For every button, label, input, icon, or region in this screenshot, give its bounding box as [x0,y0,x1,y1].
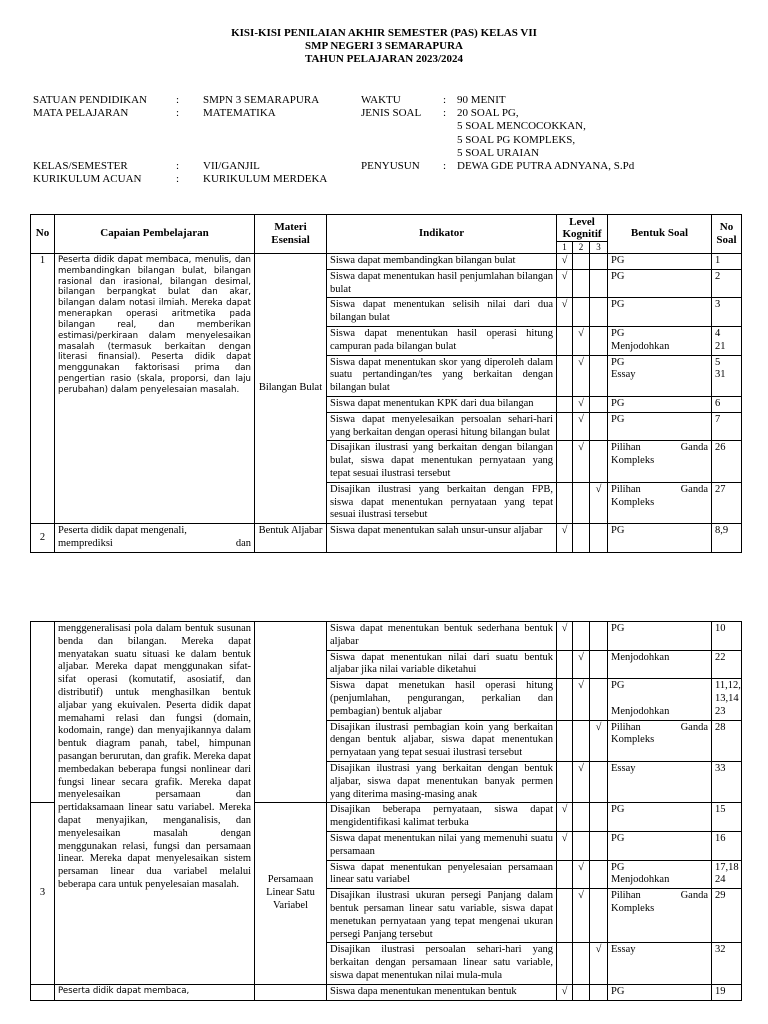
bentuk-soal: PG [611,985,625,997]
check-mark: √ [561,525,568,537]
level-3-cell [590,269,608,298]
no-soal-cell [712,984,742,1000]
no-soal-cell [712,412,742,441]
no-soal-cell [712,831,742,860]
level-3-cell [590,720,608,761]
kelas-value: VII/GANJIL [203,160,260,172]
level-2-cell [573,943,590,984]
bentuk-soal: PG [611,680,625,692]
level-1-cell [557,761,573,802]
capaian-pembelajaran [55,524,255,553]
no-soal: 26 [715,442,726,454]
indikator: Siswa dapat menentukan skor yang diperoleh dalam suatu pertandingan/tes yang berkaitan dengan bilangan bulat [327,355,557,396]
indikator: Siswa dapat menentukan KPK dari dua bilangan [327,396,557,412]
bentuk-soal-cell [608,803,712,832]
header-level-3: 3 [590,242,608,254]
no-soal-cell [712,622,742,651]
no-soal-cell [712,482,742,523]
indikator: Disajikan ilustrasi pembagian koin yang berkaitan dengan bentuk aljabar, siswa dapat menentukan pernyataan yang tepat sesuai ilustrasi tersebut [327,720,557,761]
check-mark: √ [561,623,568,634]
bentuk-soal-cell [608,355,712,396]
bentuk-soal-cell [608,720,712,761]
level-3-cell [590,524,608,553]
bentuk-soal-cell [608,889,712,943]
level-3-cell [590,298,608,327]
level-2-cell [573,254,590,270]
check-mark: √ [578,413,584,425]
no-soal: 19 [715,985,726,997]
level-1-cell [557,943,573,984]
bentuk-soal-cell [608,761,712,802]
level-3-cell [590,860,608,889]
bentuk-soal-cell [608,524,712,553]
level-2-cell [573,396,590,412]
level-1-cell [557,269,573,298]
no-soal: 15 [715,804,726,816]
bentuk-soal-text: Pilihan Ganda Kompleks [611,890,708,914]
colon: : [176,173,180,185]
no-soal: 10 [715,623,726,634]
no-soal: 33 [715,762,726,774]
capaian-line: Peserta didik dapat mengenali, [58,525,187,537]
bentuk-soal-cell [608,943,712,984]
bentuk-soal: PG [611,832,625,844]
waktu-value: 90 MENIT [457,94,506,106]
bentuk-soal-cell [608,679,712,720]
level-2-cell [573,889,590,943]
colon: : [176,107,180,119]
no-soal: 17,18 [715,861,739,873]
bentuk-soal: PG [611,861,625,873]
bentuk-soal: Menjodohkan [611,340,670,352]
mapel-value: MATEMATIKA [203,107,276,119]
no-soal-cell [712,269,742,298]
bentuk-soal-text: Pilihan Ganda Kompleks [611,483,708,508]
doc-title-line1: KISI-KISI PENILAIAN AKHIR SEMESTER (PAS) KELAS VII [231,27,537,39]
colon: : [443,160,447,172]
no-soal: 28 [715,721,726,733]
penyusun-label: PENYUSUN [361,160,420,172]
level-1-cell [557,831,573,860]
indikator: Siswa dapat menentukan penyelesaian persamaan linear satu variabel [327,860,557,889]
level-3-cell [590,831,608,860]
waktu-label: WAKTU [361,94,401,106]
bentuk-soal-cell [608,441,712,482]
penyusun-value: DEWA GDE PUTRA ADNYANA, S.Pd [457,160,635,172]
no-soal-cell [712,943,742,984]
no-soal-cell [712,396,742,412]
level-3-cell [590,943,608,984]
level-3-cell [590,412,608,441]
indikator: Siswa dapat menentukan nilai dari suatu bentuk aljabar jika nilai variable diketahui [327,650,557,679]
check-mark: √ [561,832,568,844]
level-1-cell [557,298,573,327]
bentuk-soal: PG [611,270,625,282]
colon: : [443,94,447,106]
header-indikator: Indikator [327,215,557,254]
level-2-cell [573,355,590,396]
bentuk-soal: Essay [611,944,636,956]
row-number [31,622,55,803]
level-2-cell [573,298,590,327]
kelas-label: KELAS/SEMESTER [33,160,128,172]
level-1-cell [557,889,573,943]
level-3-cell [590,984,608,1000]
check-mark: √ [561,985,568,997]
bentuk-soal-cell [608,831,712,860]
check-mark: √ [578,327,584,339]
indikator: Siswa dapat membandingkan bilangan bulat [327,254,557,270]
level-2-cell [573,679,590,720]
no-soal: 16 [715,832,726,844]
check-mark: √ [561,804,568,816]
mapel-label: MATA PELAJARAN [33,107,129,119]
level-1-cell [557,860,573,889]
header-level-1: 1 [557,242,573,254]
header-materi: Materi Esensial [255,215,327,254]
no-soal: 31 [715,369,726,381]
row-number: 2 [31,524,55,553]
check-mark: √ [578,890,584,902]
bentuk-soal [611,693,708,706]
row-number: 3 [31,803,55,984]
level-1-cell [557,622,573,651]
bentuk-soal-cell [608,254,712,270]
bentuk-soal: Menjodohkan [611,651,670,663]
level-2-cell [573,831,590,860]
level-1-cell [557,254,573,270]
level-2-cell [573,622,590,651]
bentuk-soal-cell [608,860,712,889]
materi-esensial [255,984,327,1000]
no-soal-cell [712,298,742,327]
indikator: Disajikan ilustrasi yang berkaitan dengan bilangan bulat, siswa dapat menentukan pernyataan yang tepat sesuai ilustrasi tersebut [327,441,557,482]
bentuk-soal: Menjodohkan [611,874,670,886]
bentuk-soal-cell [608,650,712,679]
level-3-cell [590,254,608,270]
no-soal: 2 [715,270,721,282]
kurikulum-label: KURIKULUM ACUAN [33,173,142,185]
level-3-cell [590,679,608,720]
indikator: Siswa dapat menetukan hasil operasi hitung (penjumlahan, pengurangan, perkalian dan pembagian) bentuk aljabar [327,679,557,720]
no-soal-cell [712,720,742,761]
bentuk-soal-cell [608,482,712,523]
satuan-label: SATUAN PENDIDIKAN [33,94,147,106]
header-no: No [31,215,55,254]
bentuk-soal-cell [608,269,712,298]
no-soal-cell [712,326,742,355]
level-3-cell [590,622,608,651]
level-2-cell [573,984,590,1000]
bentuk-soal: Essay [611,762,636,774]
capaian-word: memprediksi [58,537,113,549]
jenis-soal-value: 5 SOAL MENCOCOKKAN, [457,120,586,132]
bentuk-soal-cell [608,326,712,355]
doc-title-line3: TAHUN PELAJARAN 2023/2024 [304,53,464,65]
table-row [31,622,742,651]
check-mark: √ [561,299,568,311]
bentuk-soal: PG [611,413,625,425]
row-number: 1 [31,254,55,524]
doc-title-line2: SMP NEGERI 3 SEMARAPURA [305,40,463,52]
level-1-cell [557,396,573,412]
check-mark: √ [561,270,568,282]
materi-esensial: Bentuk Aljabar [255,524,327,553]
indikator: Siswa dapat menentukan salah unsur-unsur aljabar [327,524,557,553]
check-mark: √ [578,762,584,774]
level-3-cell [590,889,608,943]
level-3-cell [590,803,608,832]
jenis-soal-label: JENIS SOAL [361,107,422,119]
bentuk-soal [611,442,708,468]
bentuk-soal: Essay [611,369,636,381]
bentuk-soal-cell [608,298,712,327]
no-soal-cell [712,860,742,889]
no-soal-cell [712,803,742,832]
bentuk-soal: PG [611,397,625,409]
materi-esensial: Persamaan Linear Satu Variabel [255,803,327,984]
check-mark: √ [561,255,568,266]
bentuk-soal: PG [611,327,625,339]
check-mark: √ [578,442,584,454]
materi-esensial: Bilangan Bulat [255,254,327,524]
kisi-table-page2 [30,621,742,1001]
capaian-line [58,538,251,551]
no-soal: 27 [715,483,726,495]
bentuk-soal: PG [611,525,625,537]
bentuk-soal-text: Pilihan Ganda Kompleks [611,721,708,746]
header-level-2: 2 [573,242,590,254]
level-1-cell [557,524,573,553]
no-soal: 1 [715,255,721,266]
header-capaian: Capaian Pembelajaran [55,215,255,254]
indikator: Disajikan ilustrasi persoalan sehari-hari yang berkaitan dengan persamaan linear satu variable, siswa dapat menentukan nilai mula-mula [327,943,557,984]
kurikulum-value: KURIKULUM MERDEKA [203,173,328,185]
materi-esensial [255,622,327,803]
jenis-soal-value: 5 SOAL URAIAN [457,147,540,159]
capaian-pembelajaran: Peserta didik dapat membaca, [55,984,255,1000]
bentuk-soal [611,722,708,748]
level-1-cell [557,650,573,679]
no-soal: 4 [715,327,721,339]
no-soal-cell [712,355,742,396]
table-row [31,254,742,270]
level-2-cell [573,720,590,761]
jenis-soal-value: 20 SOAL PG, [457,107,519,119]
level-3-cell [590,482,608,523]
bentuk-soal: PG [611,255,625,266]
check-mark: √ [595,944,602,956]
level-3-cell [590,355,608,396]
level-1-cell [557,720,573,761]
level-1-cell [557,984,573,1000]
row-number [31,984,55,1000]
bentuk-soal: PG [611,623,625,634]
no-soal-cell [712,650,742,679]
indikator: Disajikan ilustrasi yang berkaitan dengan bentuk aljabar, siswa dapat menentukan banyak permen yang diterima masing-masing anak [327,761,557,802]
no-soal: 29 [715,890,726,902]
no-soal-cell [712,524,742,553]
no-soal: 3 [715,299,721,311]
no-soal: 23 [715,705,726,717]
header-nosoal: No Soal [712,215,742,254]
level-1-cell [557,326,573,355]
check-mark: √ [578,356,584,368]
satuan-value: SMPN 3 SEMARAPURA [203,94,320,106]
level-2-cell [573,441,590,482]
level-2-cell [573,803,590,832]
level-2-cell [573,482,590,523]
no-soal: 5 [715,356,721,368]
bentuk-soal [611,484,708,510]
level-2-cell [573,761,590,802]
indikator: Siswa dapat menyelesaikan persoalan sehari-hari yang berkaitan dengan operasi hitung bilangan bulat [327,412,557,441]
indikator: Siswa dapa menentukan menentukan bentuk [327,984,557,1000]
bentuk-soal-cell [608,412,712,441]
kisi-table-page1 [30,214,742,553]
no-soal: 8,9 [715,525,729,537]
header-bentuk: Bentuk Soal [608,215,712,254]
check-mark: √ [595,721,602,733]
bentuk-soal: PG [611,804,625,816]
no-soal: 6 [715,397,721,409]
check-mark: √ [578,397,584,409]
check-mark: √ [578,680,584,692]
colon: : [176,160,180,172]
check-mark: √ [595,483,602,495]
bentuk-soal-cell [608,622,712,651]
level-2-cell [573,412,590,441]
level-3-cell [590,441,608,482]
colon: : [176,94,180,106]
bentuk-soal-cell [608,984,712,1000]
indikator: Disajikan ilustrasi ukuran persegi Panjang dalam bentuk persaman linear satu variable, siswa dapat menetukan pernyataan yang tepat mengenai ukuran persegi Panjang tersebut [327,889,557,943]
check-mark: √ [578,861,584,873]
no-soal-cell [712,254,742,270]
level-3-cell [590,396,608,412]
indikator: Disajikan beberapa pernyataan, siswa dapat mengidentifikasi kalimat terbuka [327,803,557,832]
indikator: Siswa dapat menentukan nilai yang memenuhi suatu persamaan [327,831,557,860]
no-soal: 13,14 [715,692,739,704]
level-3-cell [590,761,608,802]
no-soal-cell [712,889,742,943]
capaian-word: dan [235,537,251,549]
table-row [31,524,742,553]
bentuk-soal: PG [611,299,625,311]
level-3-cell [590,326,608,355]
bentuk-soal: Menjodohkan [611,705,670,717]
no-soal-cell [712,679,742,720]
no-soal-cell [712,761,742,802]
table-row [31,984,742,1000]
no-soal: 21 [715,340,726,352]
level-1-cell [557,679,573,720]
no-soal: 32 [715,944,726,956]
indikator: Disajikan ilustrasi yang berkaitan dengan FPB, siswa dapat menentukan pernyataan yang tepat sesuai ilustrasi tersebut [327,482,557,523]
indikator: Siswa dapat menentukan hasil operasi hitung campuran pada bilangan bulat [327,326,557,355]
bentuk-soal [611,890,708,916]
check-mark: √ [578,651,584,663]
jenis-soal-value: 5 SOAL PG KOMPLEKS, [457,134,576,146]
level-1-cell [557,355,573,396]
level-1-cell [557,441,573,482]
no-soal: 11,12, [715,680,741,692]
no-soal: 24 [715,874,726,886]
indikator: Siswa dapat menentukan selisih nilai dari dua bilangan bulat [327,298,557,327]
level-1-cell [557,803,573,832]
level-2-cell [573,650,590,679]
bentuk-soal: PG [611,356,625,368]
header-level: Level Kognitif [557,215,608,242]
level-2-cell [573,269,590,298]
indikator: Siswa dapat menentukan hasil penjumlahan bilangan bulat [327,269,557,298]
level-1-cell [557,412,573,441]
level-1-cell [557,482,573,523]
capaian-pembelajaran: menggeneralisasi pola dalam bentuk susunan benda dan bilangan. Mereka dapat menyatakan suatu situasi ke dalam bentuk aljabar. Mereka dapat menggunakan sifat-sifat operasi (komutatif, asosiatif, dan distributif) untuk menghasilkan bentuk aljabar yang ekuivalen. Peserta didik dapat memahami relasi dan fungsi (domain, kodomain, range) dan menyajikannya dalam bentuk diagram panah, tabel, himpunan pasangan berurutan, dan grafik. Mereka dapat membedakan beberapa fungsi nonlinear dari fungsi linear secara grafik. Mereka dapat menyelesaikan persamaan dan pertidaksamaan linear satu variabel. Mereka dapat menyajikan, menganalisis, dan menyelesaikan masalah dengan menggunakan relasi, fungsi dan persamaan linear. Mereka dapat menyelesaikan sistem persaman linear dua variabel melalui beberapa cara untuk penyelesaian masalah. [55,622,255,985]
colon: : [443,107,447,119]
indikator: Siswa dapat menentukan bentuk sederhana bentuk aljabar [327,622,557,651]
capaian-pembelajaran: Peserta didik dapat membaca, menulis, dan membandingkan bilangan bulat, bilangan rasional dan irasional, bilangan desimal, bilangan berpangkat bulat dan akar, bilangan dalam notasi ilmiah. Mereka dapat menerapkan operasi aritmetika pada bilangan real, dan memberikan estimasi/perkiraan dalam menyelesaikan masalah (termasuk berkaitan dengan literasi finansial). Peserta didik dapat menggunakan faktorisasi prima dan pengertian rasio (skala, proporsi, dan laju perubahan) dalam penyelesaian masalah. [55,254,255,524]
no-soal-cell [712,441,742,482]
no-soal: 22 [715,651,726,663]
no-soal: 7 [715,413,721,425]
bentuk-soal-cell [608,396,712,412]
level-3-cell [590,650,608,679]
level-2-cell [573,524,590,553]
level-2-cell [573,326,590,355]
level-2-cell [573,860,590,889]
bentuk-soal-text: Pilihan Ganda Kompleks [611,442,708,467]
